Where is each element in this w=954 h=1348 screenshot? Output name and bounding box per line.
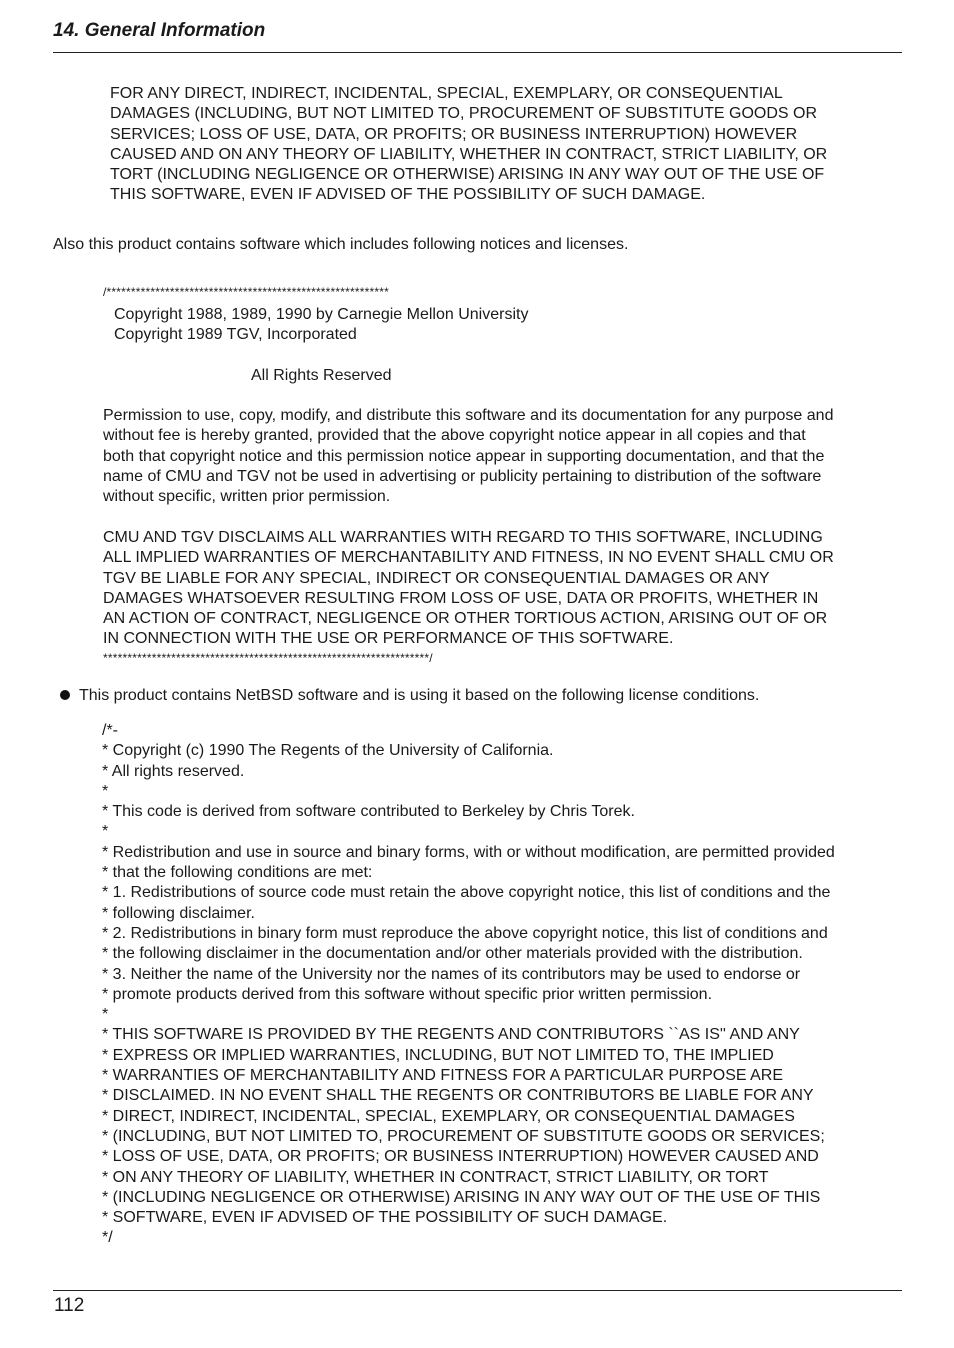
license-line: * EXPRESS OR IMPLIED WARRANTIES, INCLUDING, BUT NOT LIMITED TO, THE IMPLIED: [102, 1046, 774, 1064]
license-line: *: [102, 823, 109, 841]
license-line: * (INCLUDING, BUT NOT LIMITED TO, PROCUREMENT OF SUBSTITUTE GOODS OR SERVICES;: [102, 1127, 825, 1145]
license-line: * (INCLUDING NEGLIGENCE OR OTHERWISE) ARISING IN ANY WAY OUT OF THE USE OF THIS: [102, 1188, 821, 1206]
intro-notice: Also this product contains software which includes following notices and licenses.: [53, 236, 629, 253]
license-line: * This code is derived from software contributed to Berkeley by Chris Torek.: [102, 803, 635, 821]
comment-close-stars: *******************************************************************/: [103, 651, 433, 665]
license-line: */: [102, 1229, 113, 1247]
permission-line: both that copyright notice and this permission notice appear in supporting documentation, and that the: [103, 447, 825, 465]
license-line: * 3. Neither the name of the University nor the names of its contributors may be used to endorse or: [102, 965, 801, 983]
license-line: * All rights reserved.: [102, 762, 245, 780]
disclaimer-line: TORT (INCLUDING NEGLIGENCE OR OTHERWISE) ARISING IN ANY WAY OUT OF THE USE OF: [110, 166, 825, 184]
cmu-disclaimer-line: CMU AND TGV DISCLAIMS ALL WARRANTIES WITH REGARD TO THIS SOFTWARE, INCLUDING: [103, 529, 823, 546]
cmu-disclaimer-line: AN ACTION OF CONTRACT, NEGLIGENCE OR OTHER TORTIOUS ACTION, ARISING OUT OF OR: [103, 610, 828, 628]
disclaimer-line: CAUSED AND ON ANY THEORY OF LIABILITY, WHETHER IN CONTRACT, STRICT LIABILITY, OR: [110, 145, 828, 163]
copyright-line: Copyright 1988, 1989, 1990 by Carnegie Mellon University: [114, 306, 529, 323]
all-rights-reserved: All Rights Reserved: [251, 367, 392, 384]
license-line: *: [102, 1006, 109, 1024]
footer-divider: [53, 1290, 902, 1291]
cmu-disclaimer: [103, 528, 834, 650]
cmu-disclaimer-line: IN CONNECTION WITH THE USE OR PERFORMANCE OF THIS SOFTWARE.: [103, 630, 674, 648]
netbsd-license: [102, 721, 835, 1249]
license-line: * THIS SOFTWARE IS PROVIDED BY THE REGENTS AND CONTRIBUTORS ``AS IS'' AND ANY: [102, 1026, 800, 1044]
cmu-disclaimer-line: TGV BE LIABLE FOR ANY SPECIAL, INDIRECT OR CONSEQUENTIAL DAMAGES OR ANY: [103, 569, 770, 587]
license-line: *: [102, 782, 109, 800]
comment-open-stars: /**********************************************************: [103, 285, 389, 299]
page-title: 14. General Information: [53, 20, 266, 41]
cmu-disclaimer-line: DAMAGES WHATSOEVER RESULTING FROM LOSS OF USE, DATA OR PROFITS, WHETHER IN: [103, 589, 819, 607]
disclaimer-line: FOR ANY DIRECT, INDIRECT, INCIDENTAL, SPECIAL, EXEMPLARY, OR CONSEQUENTIAL: [110, 85, 783, 102]
license-line: * DISCLAIMED. IN NO EVENT SHALL THE REGENTS OR CONTRIBUTORS BE LIABLE FOR ANY: [102, 1087, 814, 1105]
header-divider: [53, 52, 902, 53]
license-line: * the following disclaimer in the documentation and/or other materials provided with the distribution.: [102, 945, 803, 963]
disclaimer-line: DAMAGES (INCLUDING, BUT NOT LIMITED TO, PROCUREMENT OF SUBSTITUTE GOODS OR: [110, 105, 818, 123]
license-line: * LOSS OF USE, DATA, OR PROFITS; OR BUSINESS INTERRUPTION) HOWEVER CAUSED AND: [102, 1148, 819, 1166]
permission-line: without fee is hereby granted, provided that the above copyright notice appear in all copies and that: [103, 427, 806, 445]
permission-line: name of CMU and TGV not be used in advertising or publicity pertaining to distribution of the software: [103, 467, 822, 485]
cmu-disclaimer-line: ALL IMPLIED WARRANTIES OF MERCHANTABILITY AND FITNESS, IN NO EVENT SHALL CMU OR: [103, 549, 834, 567]
license-line: * that the following conditions are met:: [102, 864, 373, 882]
license-line: * SOFTWARE, EVEN IF ADVISED OF THE POSSIBILITY OF SUCH DAMAGE.: [102, 1209, 668, 1227]
copyright-line: Copyright 1989 TGV, Incorporated: [114, 326, 357, 344]
cmu-copyright: [114, 305, 528, 346]
license-line: * ON ANY THEORY OF LIABILITY, WHETHER IN CONTRACT, STRICT LIABILITY, OR TORT: [102, 1168, 769, 1186]
license-line: * WARRANTIES OF MERCHANTABILITY AND FITNESS FOR A PARTICULAR PURPOSE ARE: [102, 1067, 784, 1085]
disclaimer-line: SERVICES; LOSS OF USE, DATA, OR PROFITS; OR BUSINESS INTERRUPTION) HOWEVER: [110, 125, 798, 143]
license-line: * DIRECT, INDIRECT, INCIDENTAL, SPECIAL, EXEMPLARY, OR CONSEQUENTIAL DAMAGES: [102, 1107, 795, 1125]
license-line: * Copyright (c) 1990 The Regents of the University of California.: [102, 742, 554, 760]
disclaimer-continuation: [110, 84, 827, 206]
license-line: * 1. Redistributions of source code must retain the above copyright notice, this list of conditions and the: [102, 884, 831, 902]
license-line: * promote products derived from this software without specific prior written permission.: [102, 985, 713, 1003]
permission-line: Permission to use, copy, modify, and distribute this software and its documentation for any purpose and: [103, 407, 834, 424]
bullet-icon: [60, 690, 70, 700]
license-line: * 2. Redistributions in binary form must reproduce the above copyright notice, this list of conditions and: [102, 924, 828, 942]
cmu-permission: [103, 406, 833, 507]
netbsd-notice: This product contains NetBSD software and is using it based on the following license conditions.: [79, 687, 760, 704]
license-line: * following disclaimer.: [102, 904, 255, 922]
disclaimer-line: THIS SOFTWARE, EVEN IF ADVISED OF THE POSSIBILITY OF SUCH DAMAGE.: [110, 186, 706, 204]
license-line: * Redistribution and use in source and binary forms, with or without modification, are permitted provided: [102, 843, 835, 861]
page-number: 112: [54, 1295, 85, 1316]
license-line: /*-: [102, 722, 118, 739]
permission-line: without specific, written prior permission.: [103, 488, 391, 506]
